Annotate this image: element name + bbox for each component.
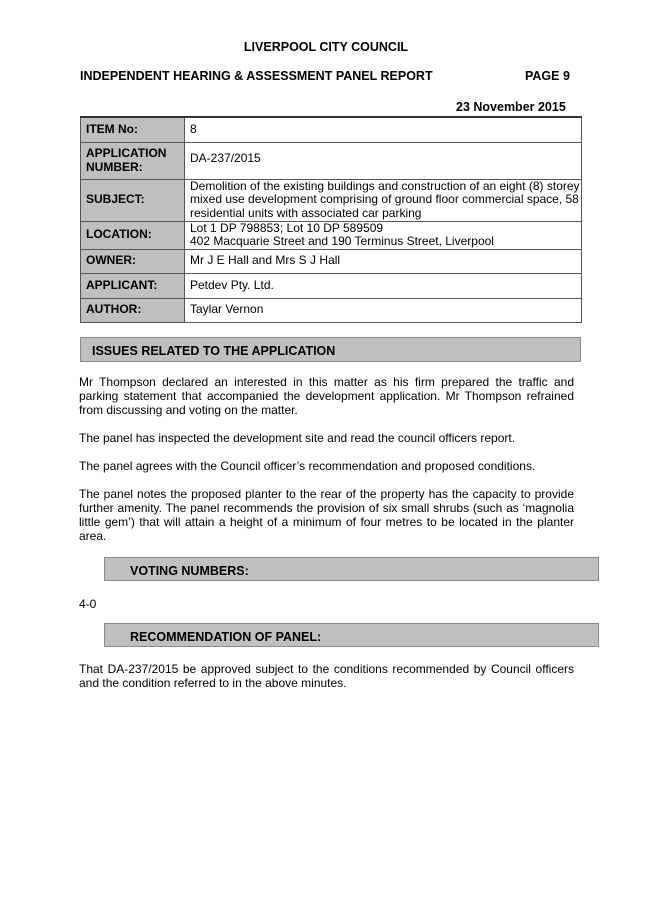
- application-number-value: DA-237/2015: [185, 142, 582, 179]
- item-no-label: ITEM No:: [81, 117, 185, 142]
- voting-heading: VOTING NUMBERS:: [104, 557, 599, 581]
- table-row: [81, 117, 582, 142]
- issues-paragraph: The panel has inspected the development site and read the council officers report.: [79, 431, 516, 445]
- issues-paragraph: Mr Thompson declared an interested in this matter as his firm prepared the traffic and parking statement that accompanied the development application. Mr Thompson refrained from discussing and voting on the matter.: [79, 375, 574, 417]
- location-lots: Lot 1 DP 798853; Lot 10 DP 589509: [190, 220, 384, 235]
- author-label: AUTHOR:: [81, 298, 185, 322]
- location-address: 402 Macquarie Street and 190 Terminus Street, Liverpool: [190, 234, 494, 248]
- voting-result: 4-0: [79, 597, 97, 611]
- application-details-table: [80, 116, 582, 323]
- page-number: PAGE 9: [525, 69, 570, 83]
- author-value: Taylar Vernon: [185, 298, 582, 322]
- report-title: INDEPENDENT HEARING & ASSESSMENT PANEL REPORT: [80, 69, 433, 83]
- council-name: LIVERPOOL CITY COUNCIL: [243, 40, 409, 54]
- table-row: [81, 142, 582, 179]
- table-row: [81, 249, 582, 273]
- location-label: LOCATION:: [81, 221, 185, 249]
- location-value: [185, 221, 582, 249]
- owner-label: OWNER:: [81, 249, 185, 273]
- recommendation-text: That DA-237/2015 be approved subject to the conditions recommended by Council officers and the condition referred to in the above minutes.: [79, 662, 574, 690]
- table-row: [81, 179, 582, 221]
- applicant-value: Petdev Pty. Ltd.: [185, 273, 582, 298]
- subject-value: Demolition of the existing buildings and construction of an eight (8) storey mixed use development comprising of ground floor commercial space, 58 residential units with associated car parking: [185, 179, 582, 221]
- subject-label: SUBJECT:: [81, 179, 185, 221]
- owner-value: Mr J E Hall and Mrs S J Hall: [185, 249, 582, 273]
- issues-paragraph: The panel agrees with the Council officer’s recommendation and proposed conditions.: [79, 459, 536, 473]
- table-row: [81, 273, 582, 298]
- issues-paragraph: The panel notes the proposed planter to the rear of the property has the capacity to provide further amenity. The panel recommends the provision of six small shrubs (such as ‘magnolia little gem’) that will attain a height of a minimum of four metres to be located in the planter area.: [79, 487, 574, 543]
- recommendation-heading: RECOMMENDATION OF PANEL:: [104, 623, 599, 647]
- report-date: 23 November 2015: [456, 100, 566, 114]
- applicant-label: APPLICANT:: [81, 273, 185, 298]
- table-row: [81, 221, 582, 249]
- item-no-value: 8: [185, 117, 582, 142]
- application-number-label: APPLICATION NUMBER:: [81, 142, 185, 179]
- table-row: [81, 298, 582, 322]
- issues-heading: ISSUES RELATED TO THE APPLICATION: [80, 337, 581, 362]
